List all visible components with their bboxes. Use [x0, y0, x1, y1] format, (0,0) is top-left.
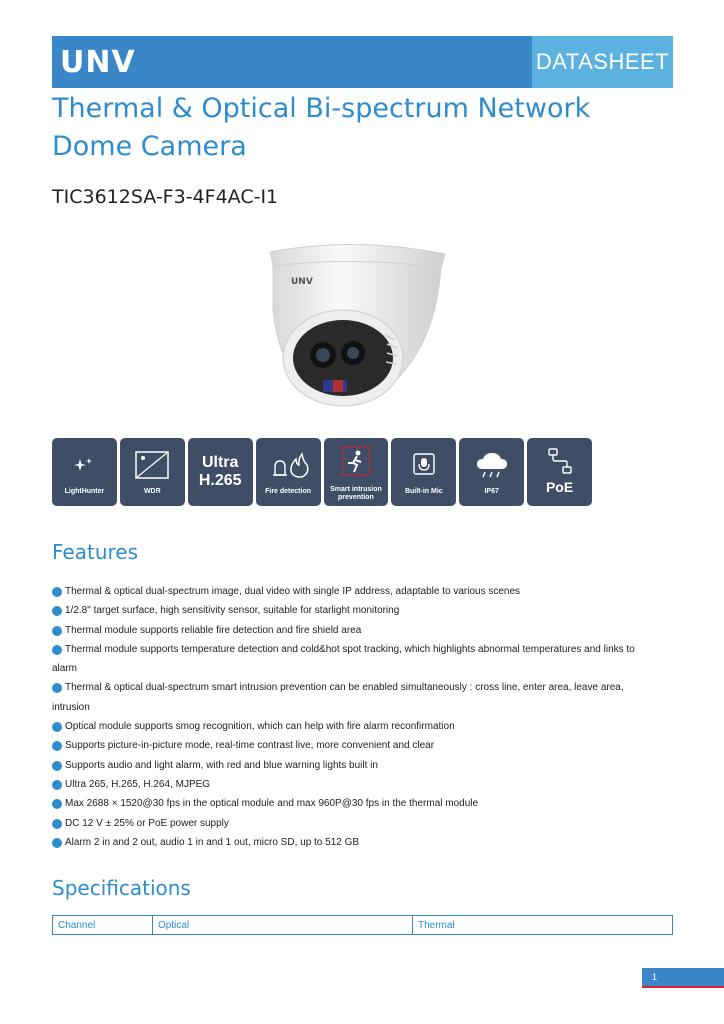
spec-column-channel: Channel	[53, 916, 153, 934]
icon-caption: LightHunter	[64, 488, 105, 495]
intrusion-icon	[341, 445, 371, 477]
list-item: Thermal & optical dual-spectrum image, dual video with single IP address, adaptable to various scenes	[52, 582, 672, 601]
features-list	[52, 582, 672, 852]
fire-icon	[266, 451, 310, 479]
list-item: DC 12 V ± 25% or PoE power supply	[52, 814, 672, 833]
cable-icon	[545, 447, 575, 475]
list-item: Supports audio and light alarm, with red and blue warning lights built in	[52, 756, 672, 775]
ultra-h265-tile	[188, 438, 253, 506]
list-item: Thermal module supports temperature detection and cold&hot spot tracking, which highlights abnormal temperatures and links to	[52, 640, 672, 659]
spec-column-thermal: Thermal	[418, 920, 455, 931]
brand-logo: UNV	[60, 45, 136, 80]
poe-text: PoE	[545, 479, 574, 495]
camera-product-image	[255, 240, 455, 420]
icon-caption: WDR	[143, 488, 161, 495]
icon-caption: Built-in Mic	[404, 488, 443, 495]
built-in-mic-tile	[391, 438, 456, 506]
wdr-icon	[135, 451, 169, 479]
list-item-continuation: intrusion	[52, 701, 90, 713]
icon-caption: Smart intrusion prevention	[330, 486, 382, 501]
datasheet-badge: DATASHEET	[532, 36, 673, 88]
list-item-continuation: alarm	[52, 663, 78, 675]
fire-detection-tile	[256, 438, 321, 506]
header-bar	[52, 36, 673, 88]
list-item: Max 2688 × 1520@30 fps in the optical module and max 960P@30 fps in the thermal module	[52, 794, 672, 813]
poe-tile	[527, 438, 592, 506]
smart-intrusion-tile	[324, 438, 389, 506]
lighthunter-tile	[52, 438, 117, 506]
features-heading: Features	[52, 540, 138, 564]
bullet-icon	[52, 741, 62, 751]
list-item: 1/2.8" target surface, high sensitivity sensor, suitable for starlight monitoring	[52, 601, 672, 620]
ultra-h265-text: Ultra H.265	[198, 454, 242, 489]
svg-text:UNV: UNV	[291, 277, 313, 287]
icon-caption: IP67	[484, 488, 499, 495]
bullet-icon	[52, 761, 62, 771]
feature-icon-row	[52, 438, 592, 506]
bullet-icon	[52, 838, 62, 848]
list-item: Thermal module supports reliable fire detection and fire shield area	[52, 621, 672, 640]
bullet-icon	[52, 626, 62, 636]
spec-column-optical: Optical	[153, 916, 413, 934]
page-number-underline	[642, 986, 724, 988]
bullet-icon	[52, 780, 62, 790]
list-item: Ultra 265, H.265, H.264, MJPEG	[52, 775, 672, 794]
model-number: TIC3612SA-F3-4F4AC-I1	[52, 186, 279, 208]
bullet-icon	[52, 683, 62, 693]
bullet-icon	[52, 587, 62, 597]
list-item: Alarm 2 in and 2 out, audio 1 in and 1 out, micro SD, up to 512 GB	[52, 833, 672, 852]
page-title: Thermal & Optical Bi-spectrum Network Dome Camera	[52, 93, 591, 162]
spec-table-header	[52, 915, 673, 935]
bullet-icon	[52, 722, 62, 732]
page-number: 1	[642, 968, 724, 986]
list-item: Thermal & optical dual-spectrum smart intrusion prevention can be enabled simultaneously : cross line, enter area, leave area,	[52, 678, 672, 697]
bullet-icon	[52, 799, 62, 809]
bullet-icon	[52, 819, 62, 829]
icon-caption: Fire detection	[265, 488, 312, 495]
microphone-icon	[412, 452, 436, 478]
bullet-icon	[52, 645, 62, 655]
ip67-tile	[459, 438, 524, 506]
wdr-tile	[120, 438, 185, 506]
list-item: Supports picture-in-picture mode, real-time contrast live, more convenient and clear	[52, 736, 672, 755]
cloud-rain-icon	[475, 451, 509, 479]
specifications-heading: Specifications	[52, 876, 191, 900]
bullet-icon	[52, 606, 62, 616]
sparkle-icon	[72, 455, 96, 475]
list-item: Optical module supports smog recognition, which can help with fire alarm reconfirmation	[52, 717, 672, 736]
